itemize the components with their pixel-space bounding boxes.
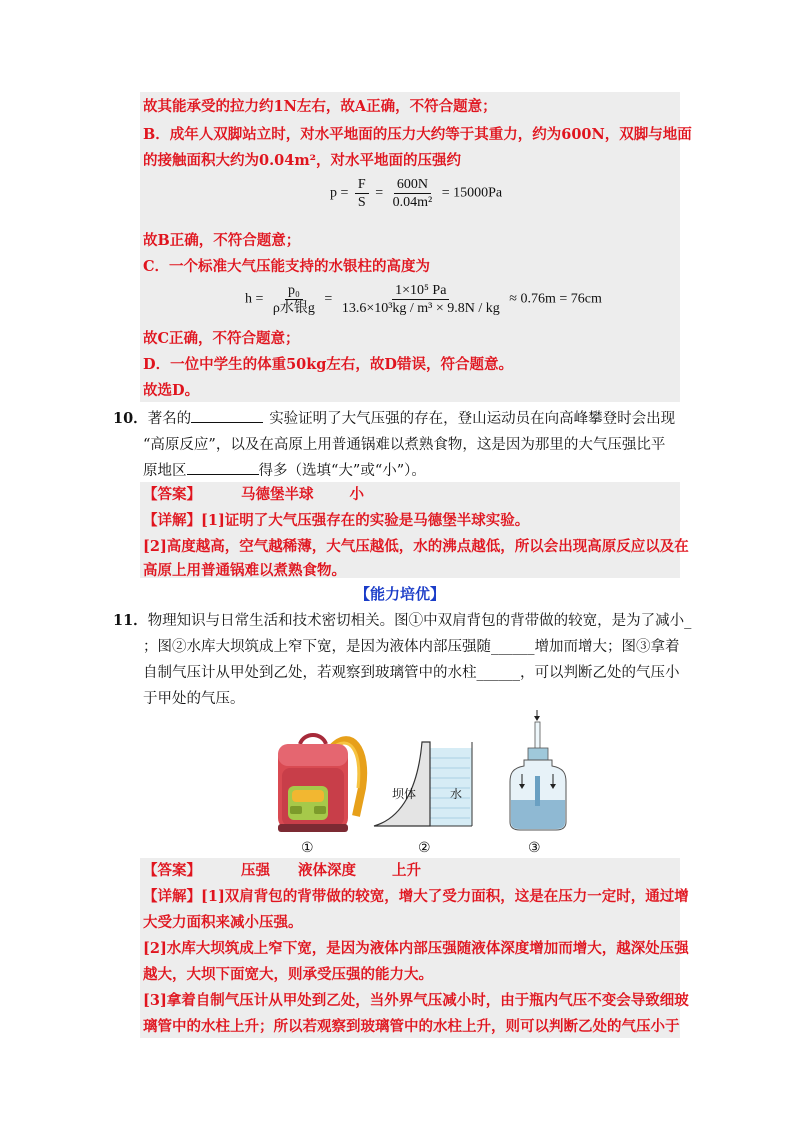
figure-caption: ② bbox=[418, 840, 431, 856]
question-11-line: 11．物理知识与日常生活和技术密切相关。图①中双肩背包的背带做的较宽，是为了减小_ bbox=[113, 612, 692, 629]
dam-body bbox=[374, 742, 430, 826]
barometer-figure bbox=[508, 710, 568, 832]
answer-line: 【答案】 马德堡半球 小 bbox=[143, 486, 364, 503]
answer-line: C．一个标准大气压能支持的水银柱的高度为 bbox=[143, 258, 431, 275]
figure-caption: ① bbox=[301, 840, 314, 856]
question-11-line: 自制气压计从甲处到乙处，若观察到玻璃管中的水柱______，可以判断乙处的气压小 bbox=[143, 665, 680, 681]
answer-line: 故选D。 bbox=[143, 382, 200, 399]
dam-label: 坝体 bbox=[392, 787, 417, 801]
answer-blank bbox=[191, 422, 263, 423]
detail-line: 高原上用普通锅难以煮熟食物。 bbox=[143, 562, 346, 579]
answer-line: 故B正确，不符合题意； bbox=[143, 232, 301, 249]
pressure-formula: p = $\frac{F}{S}$ = $\frac{600N}{\text{0.04m²}}$ = 15000Pa bbox=[330, 177, 503, 210]
water-label: 水 bbox=[450, 787, 463, 801]
question-11-line: ；图②水库大坝筑成上窄下宽，是因为液体内部压强随______增加而增大；图③拿着 bbox=[143, 639, 680, 655]
backpack-handle bbox=[300, 735, 326, 744]
section-title: 【能力培优】 bbox=[354, 585, 445, 603]
answer-line: D．一位中学生的体重50kg左右，故D错误，符合题意。 bbox=[143, 356, 514, 373]
detail-line: [2]高度越高，空气越稀薄，大气压越低，水的沸点越低，所以会出现高原反应以及在 bbox=[143, 538, 689, 555]
detail-line: 大受力面积来减小压强。 bbox=[143, 914, 303, 931]
question-10-line: “高原反应”，以及在高原上用普通锅难以煮熟食物，这是因为那里的大气压强比平 bbox=[143, 437, 666, 453]
question-10-line: 原地区 得多（选填“大”或“小”）。 bbox=[143, 463, 426, 479]
question-number: 11． bbox=[113, 612, 148, 629]
detail-line: [2]水库大坝筑成上窄下宽，是因为液体内部压强随液体深度增加而增大，越深处压强 bbox=[143, 940, 689, 957]
answer-line: 故其能承受的拉力约1N左右，故A正确，不符合题意； bbox=[143, 98, 497, 115]
detail-line: 璃管中的水柱上升；所以若观察到玻璃管中的水柱上升，则可以判断乙处的气压小于 bbox=[143, 1018, 680, 1035]
question-11-line: 于甲处的气压。 bbox=[143, 691, 245, 707]
dam-figure bbox=[372, 738, 474, 830]
answer-blank bbox=[187, 474, 259, 475]
figure-caption: ③ bbox=[528, 840, 541, 856]
detail-line: 越大，大坝下面宽大，则承受压强的能力大。 bbox=[143, 966, 433, 983]
detail-line: [3]拿着自制气压计从甲处到乙处，当外界气压减小时，由于瓶内气压不变会导致细玻 bbox=[143, 992, 689, 1009]
detail-line: 【详解】[1]双肩背包的背带做的较宽，增大了受力面积，这是在压力一定时，通过增 bbox=[143, 888, 689, 905]
answer-line: 的接触面积大约为0.04m²，对水平地面的压强约 bbox=[143, 152, 462, 169]
height-formula: h = $\frac{\text{p₀}}{\text{ρ水银g}}$ = $\frac{\text{1×10⁵ Pa}}{\text{13.6×10³kg / m³ × 9.8N / kg}}$ ≈ 0.76m = 76cm bbox=[245, 283, 602, 316]
answer-line: B．成年人双脚站立时，对水平地面的压力大约等于其重力，约为600N，双脚与地面 bbox=[143, 126, 692, 143]
answer-line: 【答案】 压强 液体深度 上升 bbox=[143, 862, 421, 879]
question-number: 10． bbox=[113, 410, 148, 427]
backpack-figure bbox=[270, 728, 370, 834]
answer-line: 故C正确，不符合题意； bbox=[143, 330, 300, 347]
detail-line: 【详解】[1]证明了大气压强存在的实验是马德堡半球实验。 bbox=[143, 512, 530, 529]
question-10-line: 10．著名的 实验证明了大气压强的存在，登山运动员在向高峰攀登时会出现 bbox=[113, 410, 676, 427]
